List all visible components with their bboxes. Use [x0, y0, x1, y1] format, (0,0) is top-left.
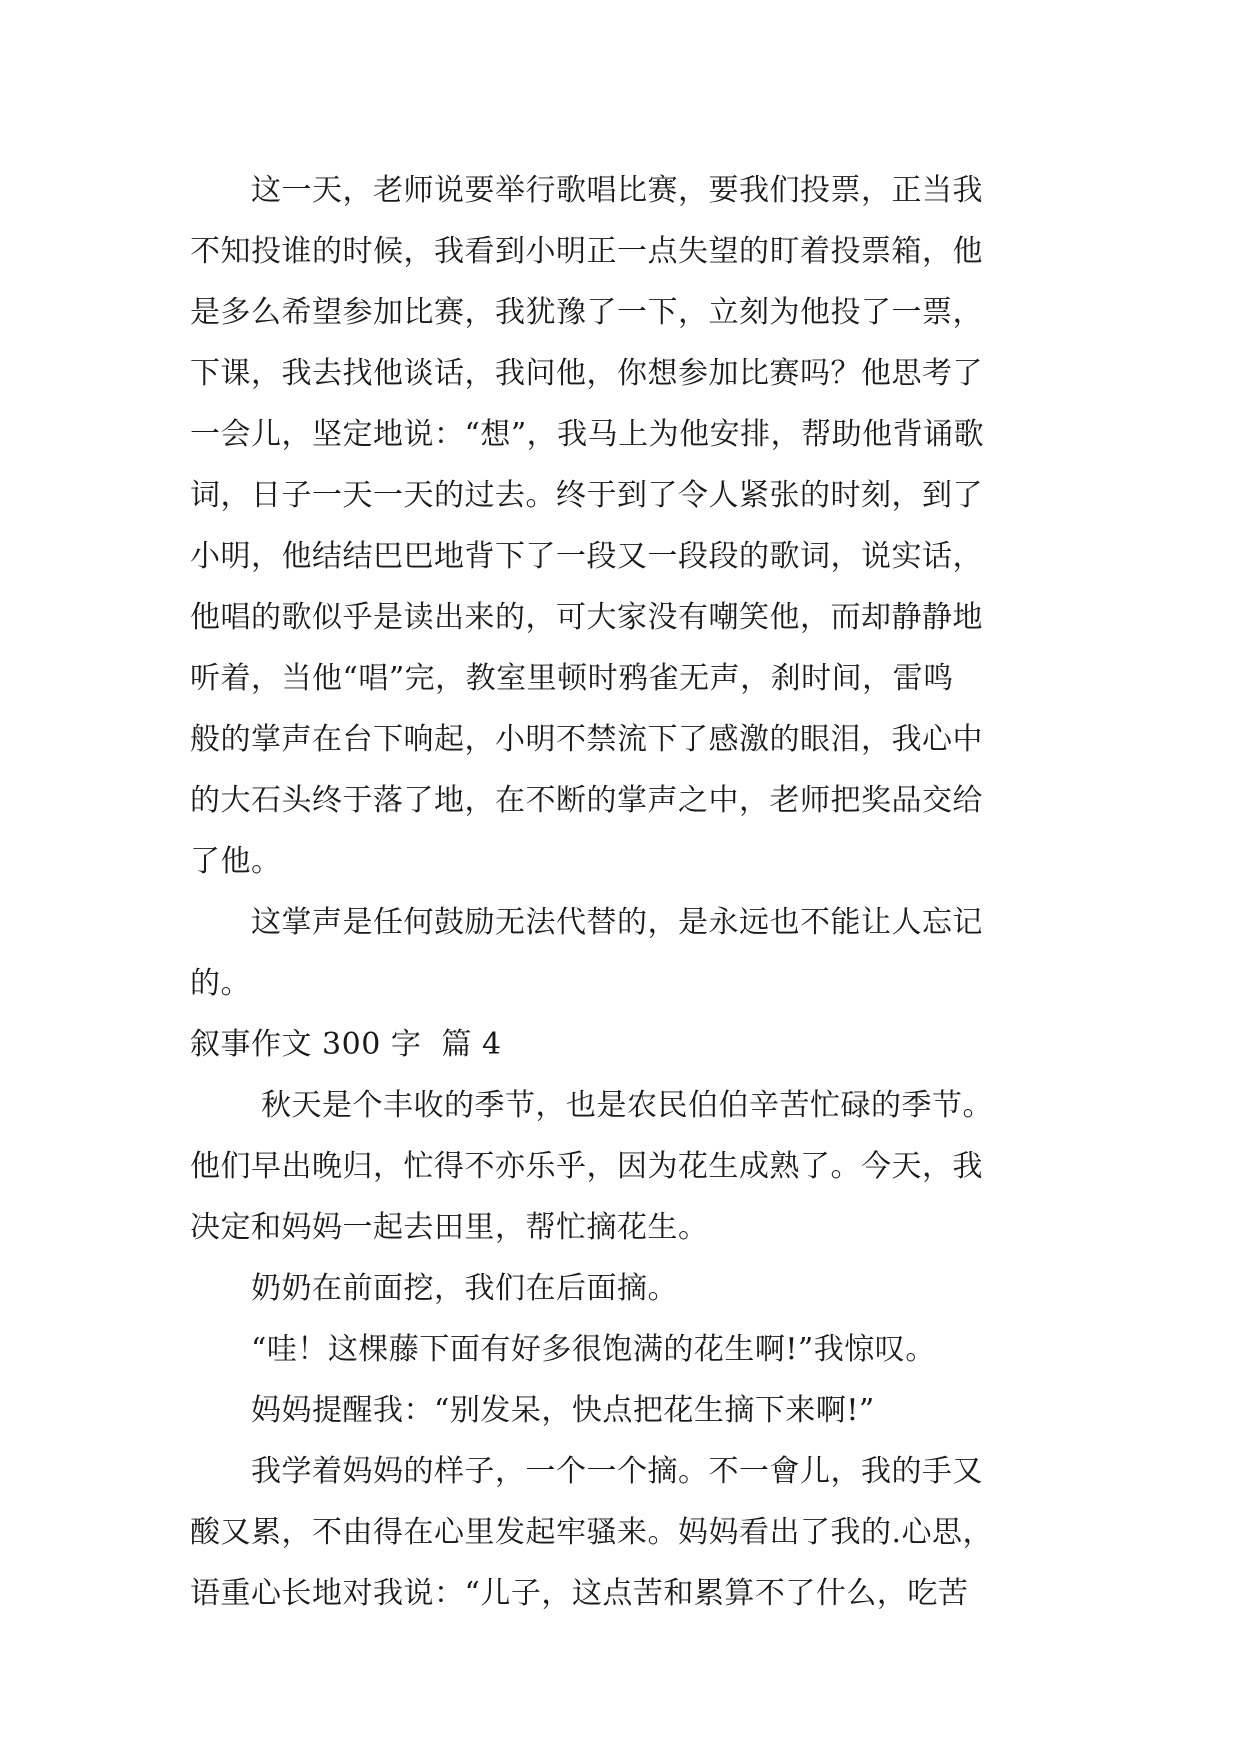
- text-line: 妈妈提醒我：“别发呆，快点把花生摘下来啊!”: [190, 1393, 875, 1428]
- text-line: 的。: [190, 966, 251, 1001]
- text-line: 了他。: [190, 844, 282, 879]
- text-line: 是多么希望参加比赛，我犹豫了一下，立刻为他投了一票，: [190, 295, 983, 330]
- text-line: 小明，他结结巴巴地背下了一段又一段段的歌词，说实话，: [190, 539, 983, 574]
- text-line: 一会儿，坚定地说：“想”，我马上为他安排，帮助他背诵歌: [190, 417, 985, 452]
- text-line: 听着，当他“唱”完，教室里顿时鸦雀无声，刹时间，雷鸣: [190, 661, 954, 696]
- text-line: 语重心长地对我说：“儿子，这点苦和累算不了什么，吃苦: [190, 1576, 969, 1611]
- text-line: 这掌声是任何鼓励无法代替的，是永远也不能让人忘记: [190, 905, 983, 940]
- text-line: 不知投谁的时候，我看到小明正一点失望的盯着投票箱，他: [190, 234, 983, 269]
- text-line: 这一天，老师说要举行歌唱比赛，要我们投票，正当我: [190, 173, 983, 208]
- text-line: 他唱的歌似乎是读出来的，可大家没有嘲笑他，而却静静地: [190, 600, 983, 635]
- text-line: 决定和妈妈一起去田里，帮忙摘花生。: [190, 1210, 709, 1245]
- text-line: 奶奶在前面挖，我们在后面摘。: [190, 1271, 678, 1306]
- essay-text: [190, 160, 1070, 1624]
- text-line: 般的掌声在台下响起，小明不禁流下了感激的眼泪，我心中: [190, 722, 983, 757]
- text-line: 的大石头终于落了地，在不断的掌声之中，老师把奖品交给: [190, 783, 983, 818]
- text-line: 他们早出晚归，忙得不亦乐乎，因为花生成熟了。今天，我: [190, 1149, 983, 1184]
- text-line: 秋天是个丰收的季节，也是农民伯伯辛苦忙碌的季节。: [190, 1088, 994, 1123]
- text-line: 酸又累，不由得在心里发起牢骚来。妈妈看出了我的.心思，: [190, 1515, 994, 1550]
- text-line: 词，日子一天一天的过去。终于到了令人紧张的时刻，到了: [190, 478, 983, 513]
- section-heading: 叙事作文 300 字 篇 4: [190, 1027, 502, 1062]
- text-line: 我学着妈妈的样子，一个一个摘。不一會儿，我的手又: [190, 1454, 983, 1489]
- text-line: “哇！这棵藤下面有好多很饱满的花生啊!”我惊叹。: [190, 1332, 936, 1367]
- text-line: 下课，我去找他谈话，我问他，你想参加比赛吗？他思考了: [190, 356, 983, 391]
